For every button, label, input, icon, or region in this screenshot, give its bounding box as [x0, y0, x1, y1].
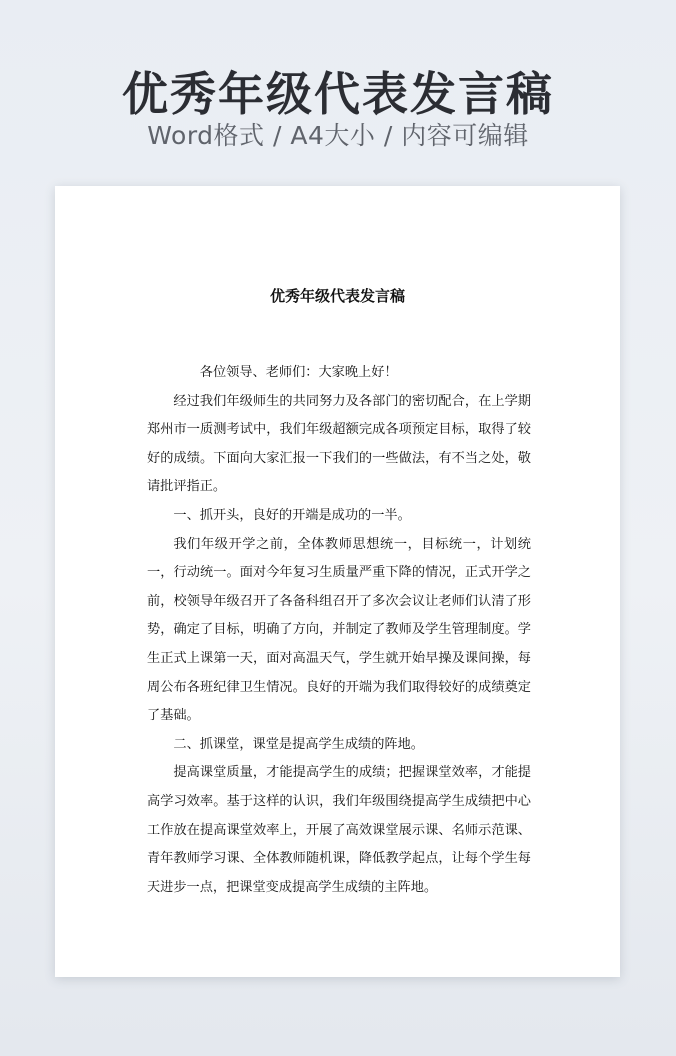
salutation-paragraph: 各位领导、老师们：大家晚上好！ [199, 365, 398, 380]
section-heading-2: 二、抓课堂，课堂是提高学生成绩的阵地。 [173, 736, 424, 752]
document-body [147, 359, 531, 902]
section-paragraph-2: 提高课堂质量，才能提高学生的成绩；把握课堂效率，才能提高学习效率。基于这样的认识，我们年级围绕提高学生成绩把中心工作放在提高课堂效率上，开展了高效课堂展示课、名师示范课、青年教师学习课、全体教师随机课，降低教学起点，让每个学生每天进步一点，把课堂变成提高学生成绩的主阵地。 [147, 765, 531, 895]
document-title: 优秀年级代表发言稿 [269, 287, 405, 305]
document-page [55, 186, 620, 977]
section-paragraph-1: 我们年级开学之前，全体教师思想统一，目标统一，计划统一，行动统一。面对今年复习生质量严重下降的情况，正式开学之前，校领导年级召开了各备科组召开了多次会议让老师们认清了形势，确定了目标，明确了方向，并制定了教师及学生管理制度。学生正式上课第一天，面对高温天气，学生就开始早操及课间操，每周公布各班纪律卫生情况。良好的开端为我们取得较好的成绩奠定了基础。 [147, 536, 531, 724]
page-title: 优秀年级代表发言稿 [122, 67, 554, 121]
section-heading-1: 一、抓开头，良好的开端是成功的一半。 [173, 507, 411, 523]
intro-paragraph: 经过我们年级师生的共同努力及各部门的密切配合，在上学期郑州市一质测考试中，我们年级超额完成各项预定目标，取得了较好的成绩。下面向大家汇报一下我们的一些做法，有不当之处，敬请批评指正。 [147, 393, 531, 495]
page-subtitle: Word格式 / A4大小 / 内容可编辑 [147, 121, 529, 150]
